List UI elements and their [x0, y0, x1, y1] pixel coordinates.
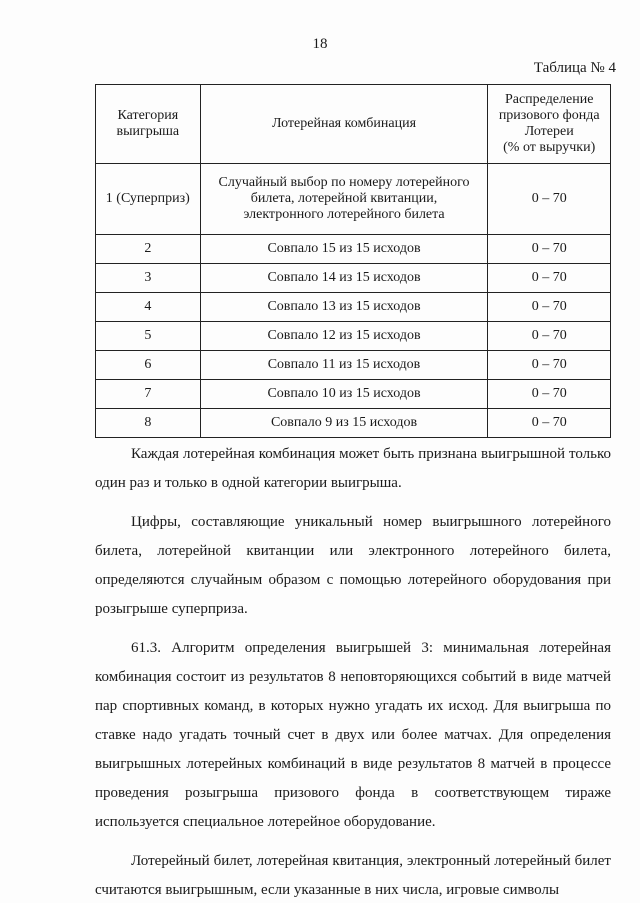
paragraph: Цифры, составляющие уникальный номер выигрышного лотерейного билета, лотерейной квитанции или электронного лотерейного билета, определяются случайным образом с помощью лотерейного оборудования при розыгрыше суперприза. [95, 514, 611, 617]
combination-cell: Совпало 12 из 15 исходов [200, 322, 488, 351]
paragraph: 61.3. Алгоритм определения выигрышей 3: минимальная лотерейная комбинация состоит из результатов 8 неповторяющихся событий в виде матчей пар спортивных команд, в которых нужно угадать их исход. Для выигрыша по ставке надо угадать точный счет в двух или более матчах. Для определения выигрышных лотерейных комбинаций в виде результатов 8 матчей в процессе проведения розыгрыша призового фонда в соответствующем тираже используется специальное лотерейное оборудование. [95, 640, 611, 830]
table-row [96, 264, 611, 293]
header-category: Категория выигрыша [96, 85, 201, 164]
combination-cell: Совпало 15 из 15 исходов [200, 235, 488, 264]
paragraph: Лотерейный билет, лотерейная квитанция, электронный лотерейный билет считаются выигрышным, если указанные в них числа, игровые символы [95, 853, 611, 898]
table-row [96, 322, 611, 351]
prize-table [95, 84, 611, 438]
distribution-cell: 0 – 70 [488, 164, 611, 235]
table-row [96, 409, 611, 438]
distribution-cell: 0 – 70 [488, 293, 611, 322]
table-header-row [96, 85, 611, 164]
combination-cell: Случайный выбор по номеру лотерейного билета, лотерейной квитанции, электронного лотерейного билета [200, 164, 488, 235]
distribution-cell: 0 – 70 [488, 380, 611, 409]
combination-cell: Совпало 14 из 15 исходов [200, 264, 488, 293]
category-cell: 7 [96, 380, 201, 409]
header-distribution: Распределение призового фонда Лотереи (% от выручки) [488, 85, 611, 164]
page-number: 18 [312, 36, 328, 52]
category-cell: 6 [96, 351, 201, 380]
distribution-cell: 0 – 70 [488, 264, 611, 293]
table-row [96, 351, 611, 380]
combination-cell: Совпало 11 из 15 исходов [200, 351, 488, 380]
distribution-cell: 0 – 70 [488, 351, 611, 380]
category-cell: 4 [96, 293, 201, 322]
distribution-cell: 0 – 70 [488, 322, 611, 351]
table-row [96, 380, 611, 409]
paragraph: Каждая лотерейная комбинация может быть признана выигрышной только один раз и только в одной категории выигрыша. [95, 446, 611, 491]
category-cell: 2 [96, 235, 201, 264]
distribution-cell: 0 – 70 [488, 235, 611, 264]
header-combination: Лотерейная комбинация [200, 85, 488, 164]
category-cell: 3 [96, 264, 201, 293]
combination-cell: Совпало 13 из 15 исходов [200, 293, 488, 322]
table-row [96, 235, 611, 264]
table-caption: Таблица № 4 [533, 60, 616, 76]
combination-cell: Совпало 10 из 15 исходов [200, 380, 488, 409]
category-cell: 1 (Суперприз) [96, 164, 201, 235]
distribution-cell: 0 – 70 [488, 409, 611, 438]
combination-cell: Совпало 9 из 15 исходов [200, 409, 488, 438]
body-text [95, 440, 611, 905]
category-cell: 8 [96, 409, 201, 438]
table-row [96, 164, 611, 235]
table-row [96, 293, 611, 322]
category-cell: 5 [96, 322, 201, 351]
